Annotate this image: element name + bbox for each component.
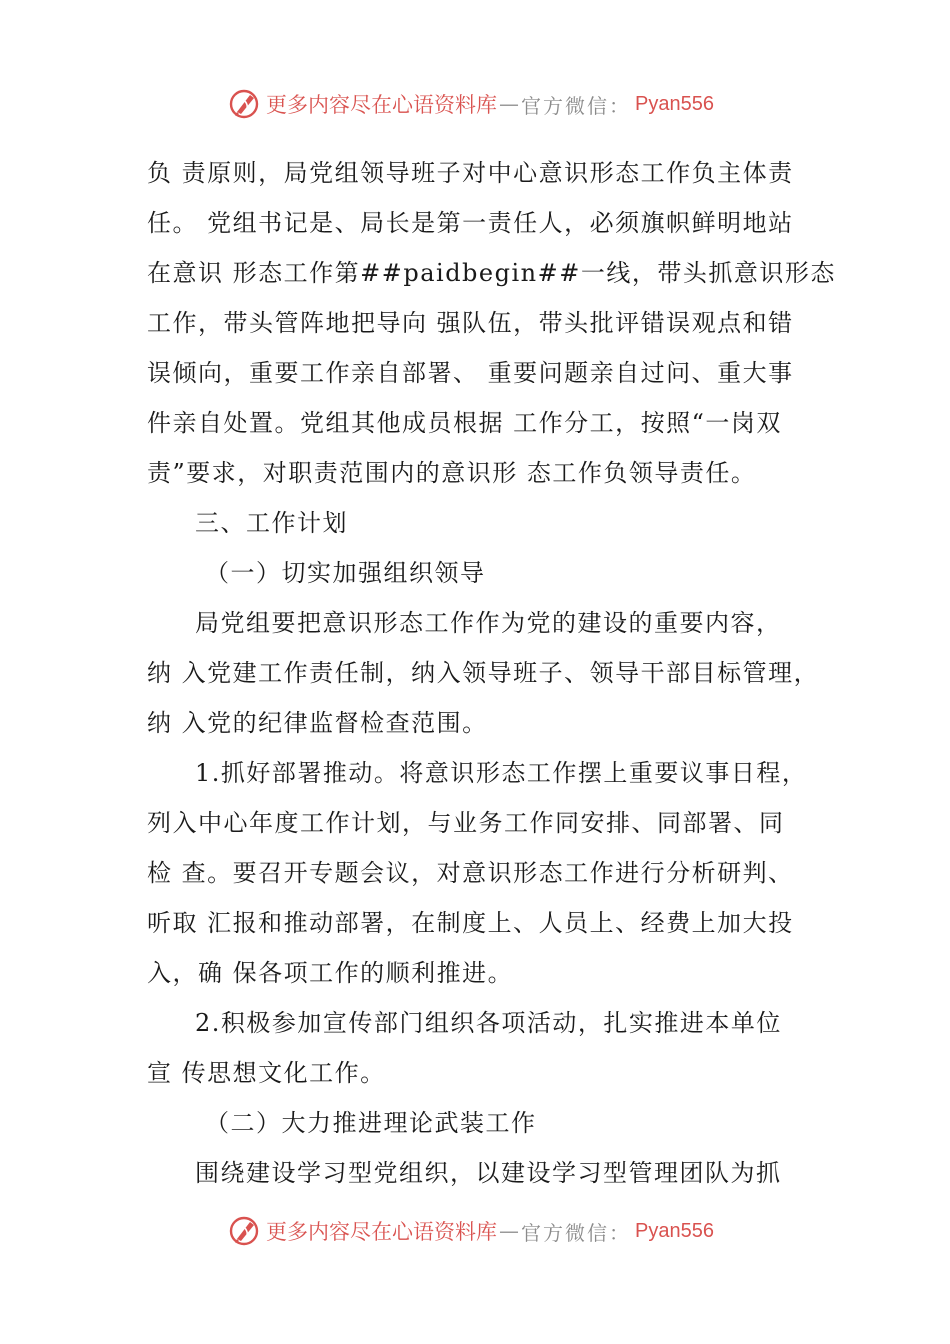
watermark-separator: — [499, 1219, 519, 1243]
footer-watermark [228, 1211, 748, 1251]
text-line: 误倾向，重要工作亲自部署、 重要问题亲自过问、重大事 [147, 359, 794, 387]
text-line: 件亲自处置。党组其他成员根据 工作分工，按照“一岗双 [147, 409, 782, 437]
watermark-wechat-id: Pyan556 [635, 1219, 714, 1242]
text-line: 围绕建设学习型党组织，以建设学习型管理团队为抓 [195, 1159, 782, 1187]
watermark-separator: — [499, 92, 519, 116]
text-line: 入，确 保各项工作的顺利推进。 [147, 959, 514, 987]
text-line: 责”要求，对职责范围内的意识形 态工作负领导责任。 [147, 459, 757, 487]
watermark-official-label: 官方微信： [521, 1220, 631, 1245]
text-line: 宣 传思想文化工作。 [147, 1059, 386, 1087]
text-line: 1.抓好部署推动。将意识形态工作摆上重要议事日程， [195, 759, 808, 787]
pen-nib-circle-icon [228, 87, 262, 121]
text-line: 列入中心年度工作计划，与业务工作同安排、同部署、同 [147, 809, 785, 837]
watermark-library-text: 更多内容尽在心语资料库 [266, 93, 497, 117]
text-line: 纳 入党建工作责任制，纳入领导班子、领导干部目标管理， [147, 659, 820, 687]
section-heading: 三、工作计划 [195, 509, 348, 537]
text-line: 2.积极参加宣传部门组织各项活动，扎实推进本单位 [195, 1009, 782, 1037]
pen-nib-circle-icon [228, 1214, 262, 1248]
text-line: 工作，带头管阵地把导向 强队伍，带头批评错误观点和错 [147, 309, 794, 337]
watermark-library-text: 更多内容尽在心语资料库 [266, 1220, 497, 1244]
text-line: 任。 党组书记是、局长是第一责任人，必须旗帜鲜明地站 [147, 209, 794, 237]
text-line: 负 责原则，局党组领导班子对中心意识形态工作负主体责 [147, 159, 794, 187]
document-body [147, 148, 837, 1198]
text-line: 听取 汇报和推动部署，在制度上、人员上、经费上加大投 [147, 909, 794, 937]
header-watermark [228, 84, 748, 124]
text-line: 局党组要把意识形态工作作为党的建设的重要内容， [195, 609, 782, 637]
text-line: 纳 入党的纪律监督检查范围。 [147, 709, 488, 737]
watermark-wechat-id: Pyan556 [635, 92, 714, 115]
subsection-heading: （一）切实加强组织领导 [205, 559, 486, 587]
watermark-official-label: 官方微信： [521, 93, 631, 118]
text-line: 检 查。要召开专题会议，对意识形态工作进行分析研判、 [147, 859, 794, 887]
text-line: 在意识 形态工作第##paidbegin##一线，带头抓意识形态 [147, 259, 836, 287]
subsection-heading: （二）大力推进理论武装工作 [205, 1109, 537, 1137]
